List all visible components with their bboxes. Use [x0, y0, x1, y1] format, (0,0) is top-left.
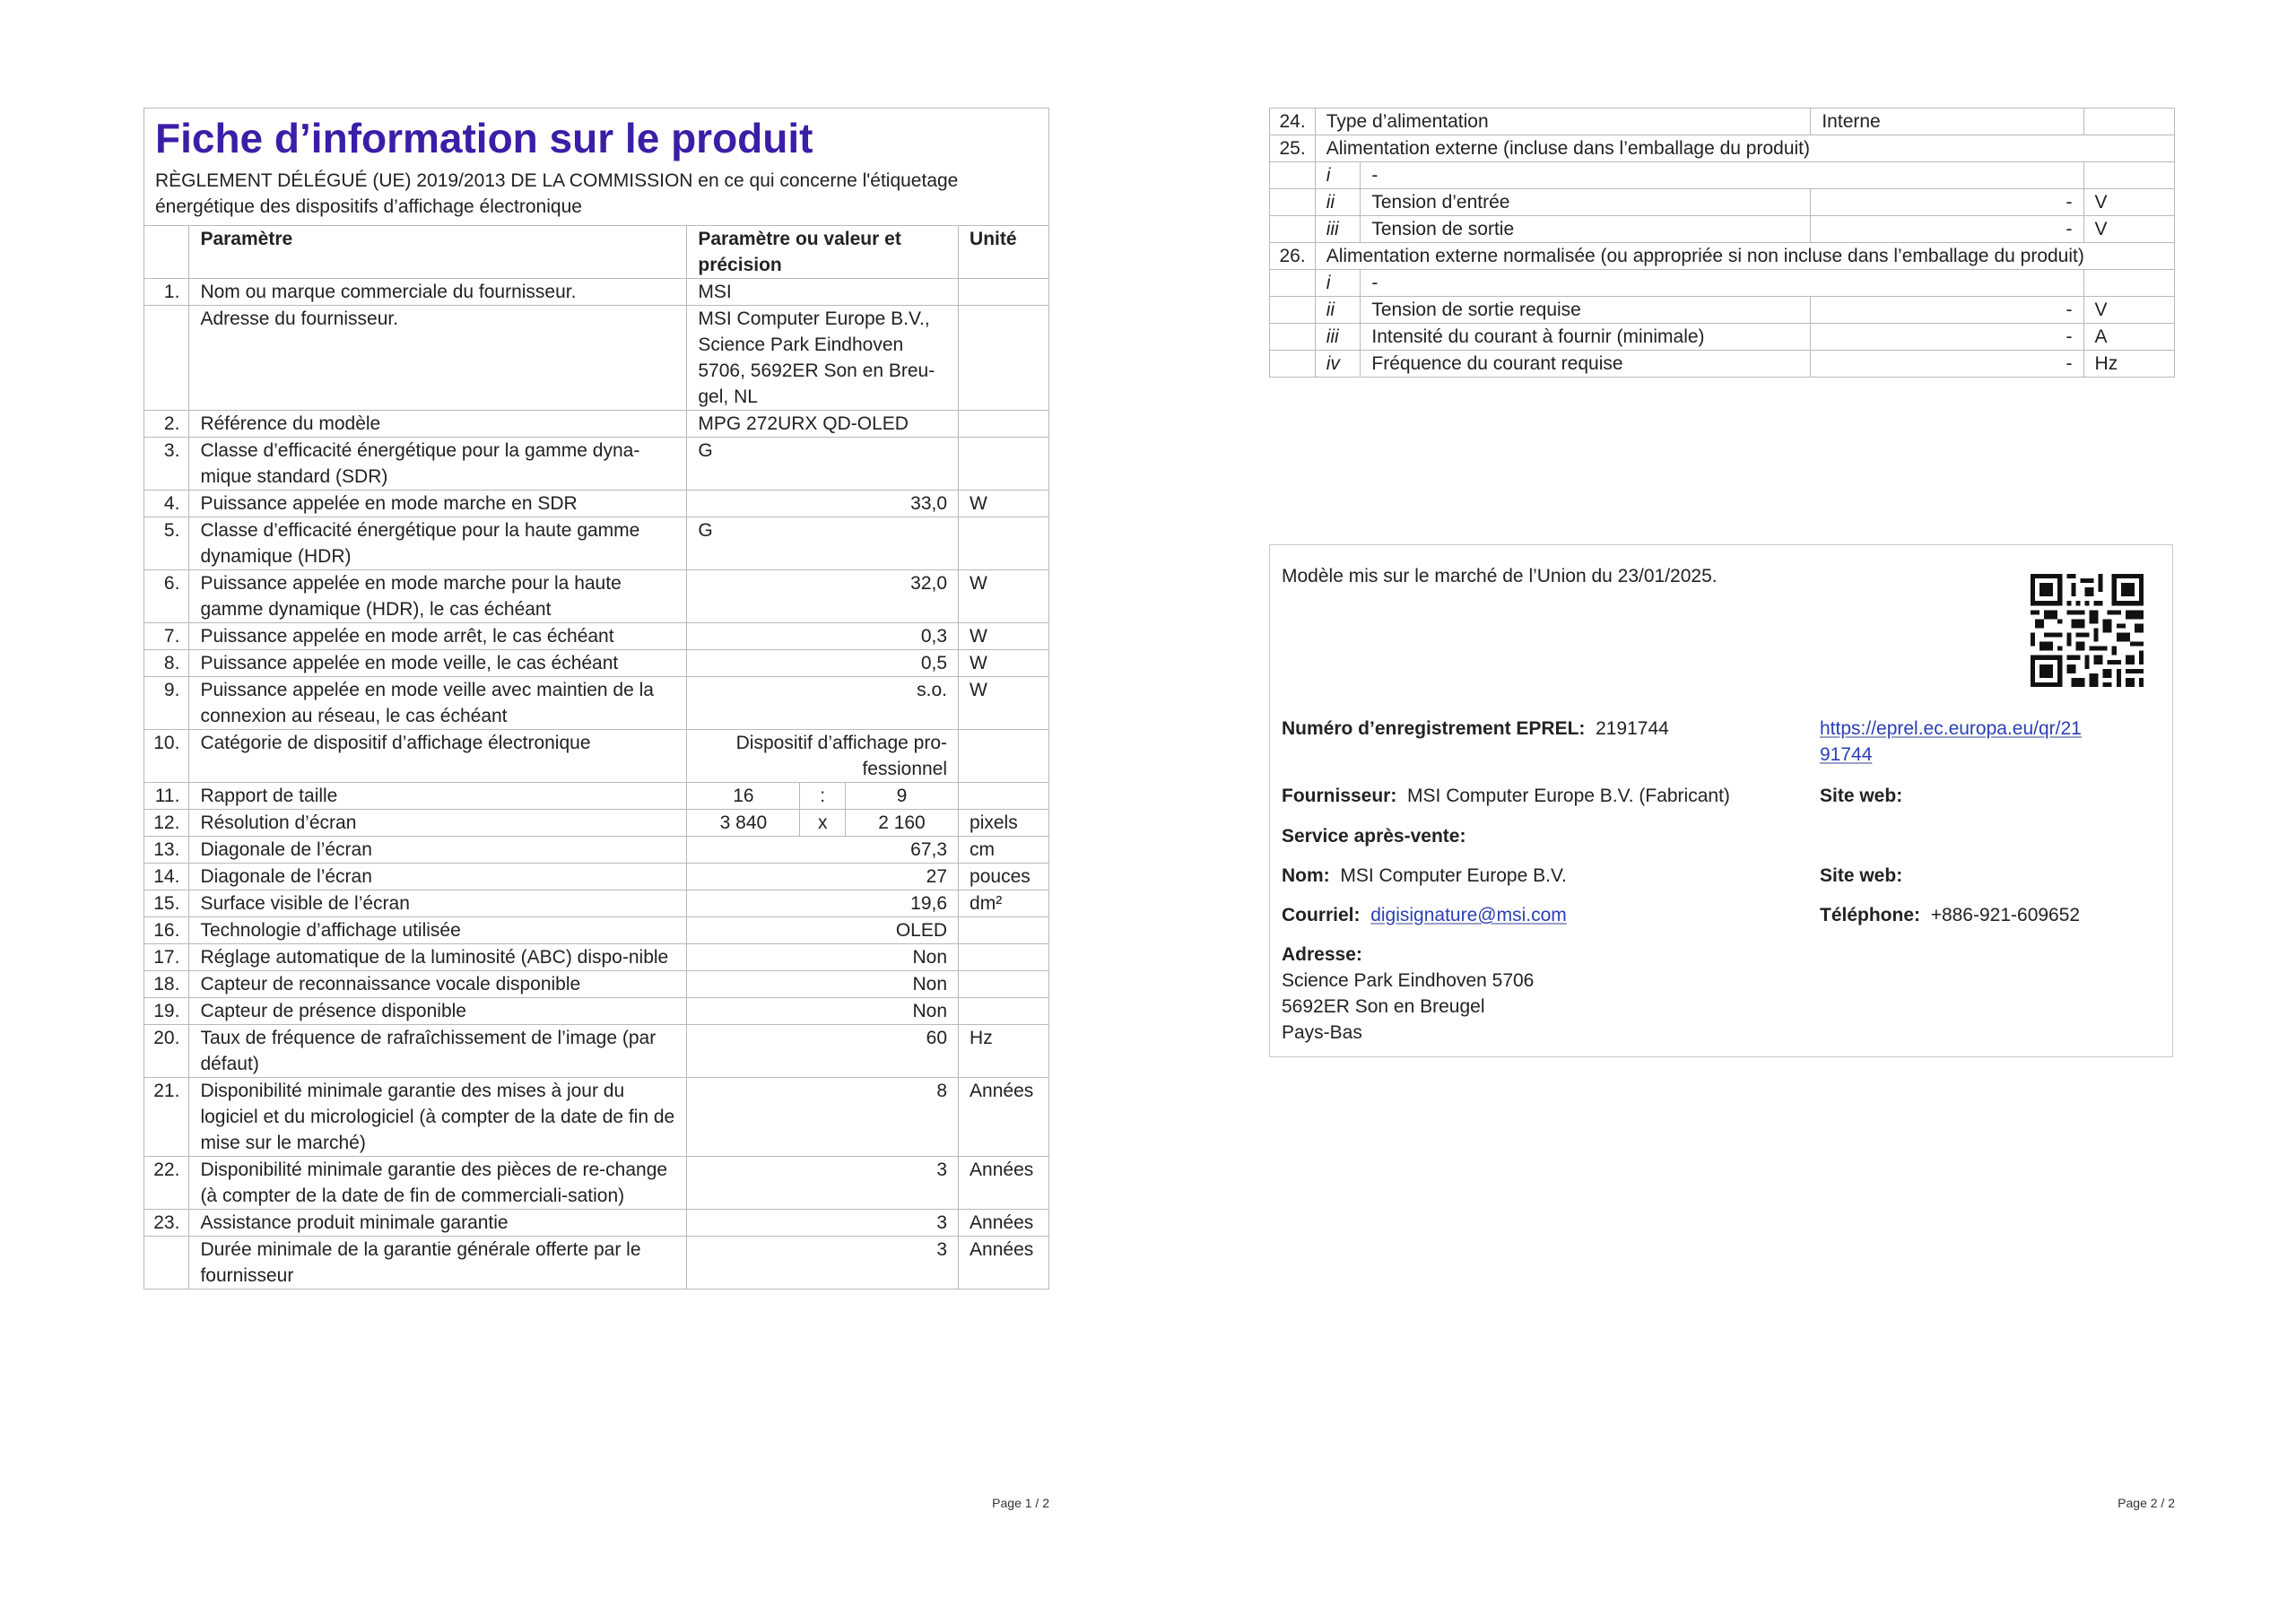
row-value: 3 [687, 1210, 959, 1237]
table-row [144, 810, 1049, 837]
row-unit [959, 411, 1049, 438]
row-sub-index: i [1315, 162, 1361, 189]
row-value: Interne [1811, 109, 2083, 135]
row-unit [959, 783, 1049, 810]
row-parameter: Diagonale de l’écran [189, 864, 687, 890]
row-value-separator: x [800, 810, 845, 837]
row-unit: Années [959, 1078, 1049, 1157]
row-unit: V [2083, 297, 2174, 324]
row-label: Fréquence du courant requise [1361, 351, 1811, 378]
row-section-label: Alimentation externe (incluse dans l’emballage du produit) [1315, 135, 2174, 162]
row-number: 23. [144, 1210, 189, 1237]
address-label: Adresse: [1282, 944, 1362, 965]
table-row [144, 783, 1049, 810]
row-value: - [1811, 324, 2083, 351]
row-value-b: 9 [845, 783, 958, 810]
row-unit: V [2083, 189, 2174, 216]
regulation-subtitle: RÈGLEMENT DÉLÉGUÉ (UE) 2019/2013 DE LA COMMISSION en ce qui concerne l'étiquetage énergétique des dispositifs d’affichage électronique [155, 170, 959, 217]
row-parameter: Résolution d’écran [189, 810, 687, 837]
row-number: 19. [144, 998, 189, 1025]
table-row [1270, 135, 2175, 162]
row-label: Intensité du courant à fournir (minimale) [1361, 324, 1811, 351]
address-line-1: Science Park Eindhoven 5706 [1282, 970, 1535, 991]
phone-label: Téléphone: [1820, 905, 1921, 925]
supplier-label: Fournisseur: [1282, 786, 1397, 806]
table-row [144, 570, 1049, 623]
row-value-separator: : [800, 783, 845, 810]
header-param: Paramètre [189, 226, 687, 279]
row-number: 18. [144, 971, 189, 998]
row-unit: W [959, 650, 1049, 677]
table-row [144, 1157, 1049, 1210]
qr-code-icon [2031, 574, 2144, 687]
row-number [1270, 351, 1316, 378]
table-row [144, 677, 1049, 730]
row-sub-index: iv [1315, 351, 1361, 378]
email-label: Courriel: [1282, 905, 1361, 925]
supplier-value: MSI Computer Europe B.V. (Fabricant) [1407, 786, 1730, 806]
row-number: 24. [1270, 109, 1316, 135]
row-unit [959, 971, 1049, 998]
row-unit: Hz [2083, 351, 2174, 378]
table-row [144, 917, 1049, 944]
row-unit: V [2083, 216, 2174, 243]
row-label: - [1361, 162, 2083, 189]
row-number: 7. [144, 623, 189, 650]
row-unit [2083, 109, 2174, 135]
row-unit: W [959, 677, 1049, 730]
row-number: 3. [144, 438, 189, 491]
row-value: s.o. [687, 677, 959, 730]
row-number: 11. [144, 783, 189, 810]
row-unit: A [2083, 324, 2174, 351]
row-parameter: Classe d’efficacité énergétique pour la gamme dyna-mique standard (SDR) [189, 438, 687, 491]
row-number: 15. [144, 890, 189, 917]
table-row [144, 890, 1049, 917]
row-unit: W [959, 623, 1049, 650]
row-unit [2083, 162, 2174, 189]
row-unit [959, 517, 1049, 570]
row-value: 27 [687, 864, 959, 890]
row-value: 60 [687, 1025, 959, 1078]
table-row [144, 306, 1049, 411]
row-unit [2083, 270, 2174, 297]
row-label: - [1361, 270, 2083, 297]
page-2 [1269, 108, 2175, 1510]
row-unit [959, 438, 1049, 491]
eprel-link-continued[interactable]: 91744 [1820, 744, 1873, 765]
row-parameter: Adresse du fournisseur. [189, 306, 687, 411]
row-value: 3 [687, 1237, 959, 1290]
row-label: Tension d’entrée [1361, 189, 1811, 216]
address-line-3: Pays-Bas [1282, 1022, 1362, 1043]
table-row [144, 491, 1049, 517]
row-value: G [687, 517, 959, 570]
row-parameter: Rapport de taille [189, 783, 687, 810]
table-row [144, 944, 1049, 971]
website-label-supplier: Site web: [1820, 786, 1903, 806]
row-parameter: Capteur de reconnaissance vocale disponible [189, 971, 687, 998]
row-number [1270, 216, 1316, 243]
name-label: Nom: [1282, 865, 1330, 886]
row-parameter: Puissance appelée en mode marche en SDR [189, 491, 687, 517]
row-label: Type d’alimentation [1315, 109, 1811, 135]
page-1 [144, 108, 1049, 1510]
table-row [144, 517, 1049, 570]
table-row [144, 1078, 1049, 1157]
row-number: 6. [144, 570, 189, 623]
phone-value: +886-921-609652 [1930, 905, 2081, 925]
row-number [1270, 189, 1316, 216]
row-number [1270, 162, 1316, 189]
row-value-b: 2 160 [845, 810, 958, 837]
table-row [144, 1237, 1049, 1290]
row-value: 0,3 [687, 623, 959, 650]
row-value-a: 16 [687, 783, 800, 810]
table-row [144, 650, 1049, 677]
row-sub-index: i [1315, 270, 1361, 297]
row-number: 14. [144, 864, 189, 890]
name-value: MSI Computer Europe B.V. [1340, 865, 1567, 886]
table-row [1270, 297, 2175, 324]
table-row [144, 1210, 1049, 1237]
row-section-label: Alimentation externe normalisée (ou appropriée si non incluse dans l’emballage du produit) [1315, 243, 2174, 270]
row-unit [959, 944, 1049, 971]
row-sub-index: iii [1315, 324, 1361, 351]
row-value: MSI [687, 279, 959, 306]
table-row [1270, 243, 2175, 270]
header-value: Paramètre ou valeur et précision [687, 226, 959, 279]
row-number: 26. [1270, 243, 1316, 270]
page-footer: Page 1 / 2 [992, 1496, 1049, 1510]
address-line-2: 5692ER Son en Breugel [1282, 996, 1485, 1017]
row-unit: Années [959, 1237, 1049, 1290]
row-sub-index: ii [1315, 297, 1361, 324]
row-number: 4. [144, 491, 189, 517]
table-row [1270, 189, 2175, 216]
table-row [144, 1025, 1049, 1078]
row-number: 13. [144, 837, 189, 864]
header-cell [144, 109, 1049, 226]
header-unit: Unité [959, 226, 1049, 279]
power-supply-table [1269, 108, 2175, 378]
row-number [144, 306, 189, 411]
row-value: Non [687, 944, 959, 971]
table-row [144, 864, 1049, 890]
page-footer: Page 2 / 2 [2118, 1496, 2175, 1510]
row-value-a: 3 840 [687, 810, 800, 837]
row-unit [959, 917, 1049, 944]
row-value: G [687, 438, 959, 491]
row-value: MPG 272URX QD-OLED [687, 411, 959, 438]
row-value: 3 [687, 1157, 959, 1210]
table-row [1270, 270, 2175, 297]
eprel-link[interactable]: https://eprel.ec.europa.eu/qr/21 [1820, 718, 2082, 739]
eprel-number: 2191744 [1596, 718, 1669, 739]
table-row [144, 998, 1049, 1025]
row-value: 0,5 [687, 650, 959, 677]
row-label: Tension de sortie [1361, 216, 1811, 243]
row-unit: Années [959, 1157, 1049, 1210]
table-row [1270, 324, 2175, 351]
row-number [1270, 324, 1316, 351]
email-link[interactable]: digisignature@msi.com [1370, 905, 1567, 925]
row-number: 17. [144, 944, 189, 971]
website-label-service: Site web: [1820, 865, 1903, 886]
row-unit: W [959, 570, 1049, 623]
row-unit [959, 306, 1049, 411]
row-parameter: Puissance appelée en mode arrêt, le cas échéant [189, 623, 687, 650]
table-row [1270, 216, 2175, 243]
row-value: 33,0 [687, 491, 959, 517]
row-number: 20. [144, 1025, 189, 1078]
row-value: - [1811, 297, 2083, 324]
registration-info-box [1269, 544, 2173, 1057]
row-parameter: Nom ou marque commerciale du fournisseur. [189, 279, 687, 306]
row-value: 8 [687, 1078, 959, 1157]
table-row [1270, 351, 2175, 378]
row-unit: pixels [959, 810, 1049, 837]
product-info-table [144, 108, 1049, 1290]
row-unit [959, 279, 1049, 306]
row-parameter: Puissance appelée en mode marche pour la haute gamme dynamique (HDR), le cas échéant [189, 570, 687, 623]
row-parameter: Classe d’efficacité énergétique pour la haute gamme dynamique (HDR) [189, 517, 687, 570]
row-parameter: Réglage automatique de la luminosité (ABC) dispo-nible [189, 944, 687, 971]
row-number: 2. [144, 411, 189, 438]
eprel-label: Numéro d’enregistrement EPREL: [1282, 718, 1586, 739]
row-value: Non [687, 971, 959, 998]
row-unit [959, 730, 1049, 783]
service-label: Service après-vente: [1282, 826, 1466, 847]
row-unit: pouces [959, 864, 1049, 890]
row-number: 10. [144, 730, 189, 783]
row-unit: dm² [959, 890, 1049, 917]
row-number: 16. [144, 917, 189, 944]
row-number: 9. [144, 677, 189, 730]
row-unit: Hz [959, 1025, 1049, 1078]
row-parameter: Puissance appelée en mode veille avec maintien de la connexion au réseau, le cas échéant [189, 677, 687, 730]
row-parameter: Puissance appelée en mode veille, le cas échéant [189, 650, 687, 677]
table-row [144, 411, 1049, 438]
row-number [144, 1237, 189, 1290]
row-number: 21. [144, 1078, 189, 1157]
row-number [1270, 270, 1316, 297]
page-title: Fiche d’information sur le produit [155, 115, 813, 161]
row-value: MSI Computer Europe B.V., Science Park Eindhoven 5706, 5692ER Son en Breu-gel, NL [687, 306, 959, 411]
row-number [1270, 297, 1316, 324]
row-sub-index: iii [1315, 216, 1361, 243]
table-header-row [144, 226, 1049, 279]
row-unit: W [959, 491, 1049, 517]
row-parameter: Technologie d’affichage utilisée [189, 917, 687, 944]
row-parameter: Durée minimale de la garantie générale offerte par le fournisseur [189, 1237, 687, 1290]
row-unit: cm [959, 837, 1049, 864]
row-number: 1. [144, 279, 189, 306]
row-value: - [1811, 351, 2083, 378]
table-row [144, 279, 1049, 306]
row-value: - [1811, 189, 2083, 216]
table-row [1270, 109, 2175, 135]
row-number: 8. [144, 650, 189, 677]
table-row [1270, 162, 2175, 189]
row-value: OLED [687, 917, 959, 944]
row-number: 5. [144, 517, 189, 570]
row-parameter: Référence du modèle [189, 411, 687, 438]
row-value: Dispositif d’affichage pro-fessionnel [687, 730, 959, 783]
row-parameter: Taux de fréquence de rafraîchissement de l’image (par défaut) [189, 1025, 687, 1078]
row-value: - [1811, 216, 2083, 243]
row-value: 67,3 [687, 837, 959, 864]
table-row [144, 623, 1049, 650]
row-number: 22. [144, 1157, 189, 1210]
market-date: Modèle mis sur le marché de l’Union du 23/01/2025. [1282, 566, 1718, 586]
table-row [144, 438, 1049, 491]
row-parameter: Assistance produit minimale garantie [189, 1210, 687, 1237]
row-parameter: Disponibilité minimale garantie des pièces de re-change (à compter de la date de fin de commerciali-sation) [189, 1157, 687, 1210]
row-unit [959, 998, 1049, 1025]
row-parameter: Surface visible de l’écran [189, 890, 687, 917]
row-value: 32,0 [687, 570, 959, 623]
row-unit: Années [959, 1210, 1049, 1237]
row-parameter: Diagonale de l’écran [189, 837, 687, 864]
row-value: Non [687, 998, 959, 1025]
row-value: 19,6 [687, 890, 959, 917]
table-row [144, 971, 1049, 998]
row-parameter: Capteur de présence disponible [189, 998, 687, 1025]
table-row [144, 837, 1049, 864]
row-sub-index: ii [1315, 189, 1361, 216]
row-label: Tension de sortie requise [1361, 297, 1811, 324]
row-number: 12. [144, 810, 189, 837]
row-number: 25. [1270, 135, 1316, 162]
row-parameter: Catégorie de dispositif d’affichage électronique [189, 730, 687, 783]
row-parameter: Disponibilité minimale garantie des mises à jour du logiciel et du micrologiciel (à compter de la date de fin de mise sur le marché) [189, 1078, 687, 1157]
header-number [144, 226, 189, 279]
table-row [144, 730, 1049, 783]
